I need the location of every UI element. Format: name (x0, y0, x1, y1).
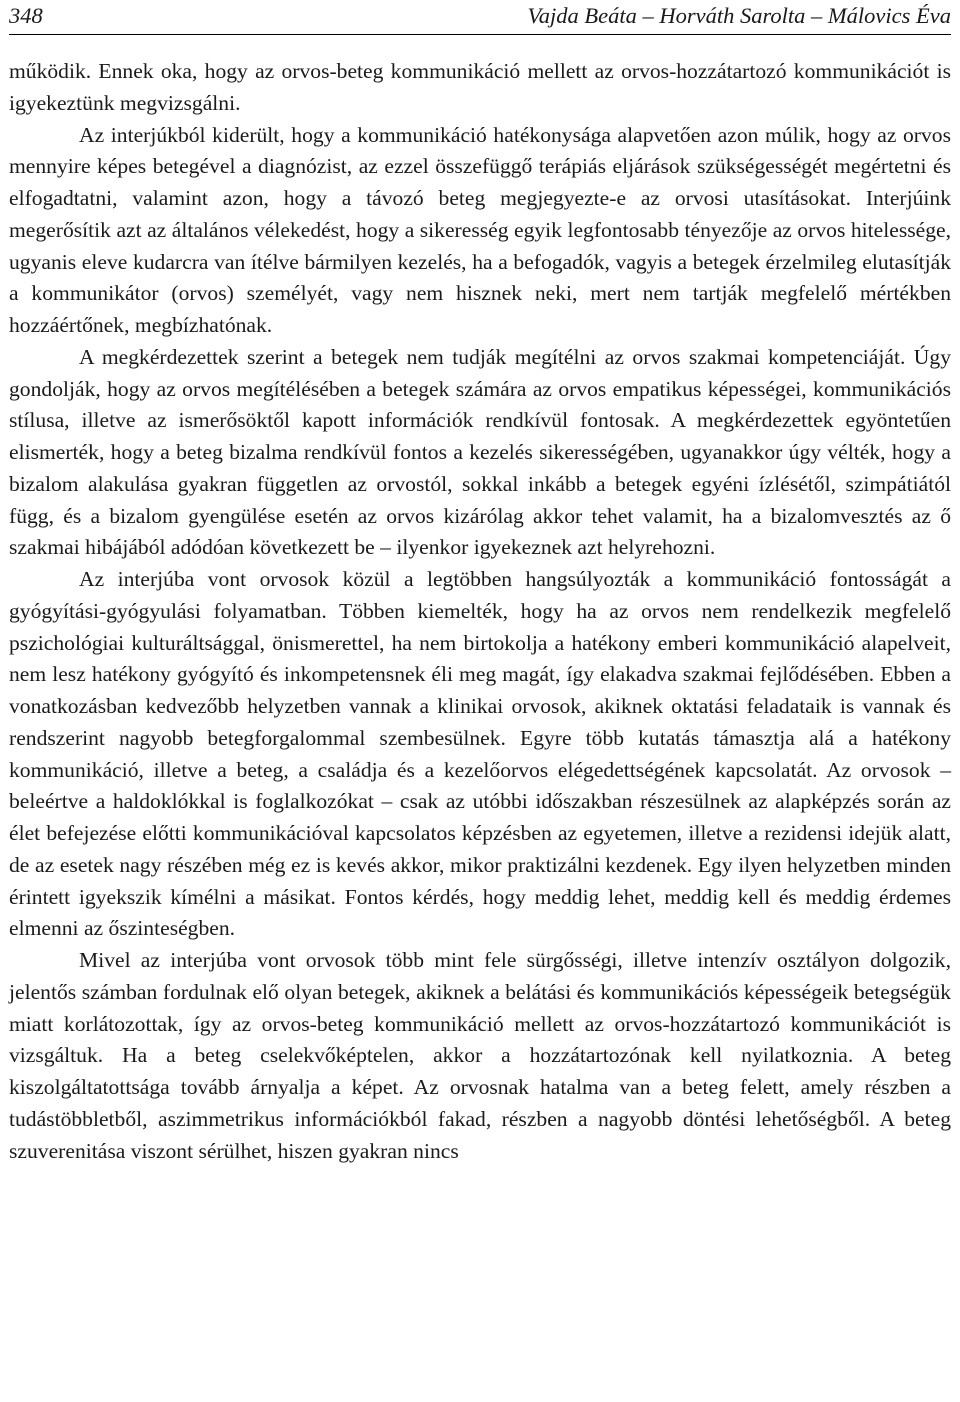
paragraph: Az interjúkból kiderült, hogy a kommunikáció hatékonysága alapvetően azon múlik, hogy az orvos mennyire képes betegével a diagnózist, az ezzel összefüggő terápiás eljárások szükségességét megértetni és elfogadtatni, valamint azon, hogy a távozó beteg megjegyezte-e az orvosi utasításokat. Interjúink megerősítik azt az általános vélekedést, hogy a sikeresség egyik legfontosabb tényezője az orvos hitelessége, ugyanis eleve kudarcra van ítélve bármilyen kezelés, ha a befogadók, vagyis a betegek érzelmileg elutasítják a kommunikátor (orvos) személyét, vagy nem hisznek neki, mert nem tartják megfelelő mértékben hozzáértőnek, megbízhatónak. (9, 122, 951, 337)
paragraph: Az interjúba vont orvosok közül a legtöbben hangsúlyozták a kommunikáció fontosságát a gyógyítási-gyógyulási folyamatban. Többen kiemelték, hogy ha az orvos nem rendelkezik megfelelő pszichológiai kulturáltsággal, önismerettel, ha nem birtokolja a hatékony emberi kommunikáció alapelveit, nem lesz hatékony gyógyító és inkompetensnek éli meg magát, így elakadva szakmai fejlődésében. Ebben a vonatkozásban kedvezőbb helyzetben vannak a klinikai orvosok, akiknek oktatási feladataik is vannak és rendszerint nagyobb betegforgalommal szembesülnek. Egyre több kutatás támasztja alá a hatékony kommunikáció, illetve a beteg, a családja és a kezelőorvos elégedettségének kapcsolatát. Az orvosok – beleértve a haldoklókkal is foglalkozókat – csak az utóbbi időszakban részesülnek az alapképzés során az élet befejezése előtti kommunikációval kapcsolatos képzésben az egyetemen, illetve a rezidensi idejük alatt, de az esetek nagy részében még ez is kevés akkor, mikor praktizálni kezdenek. Egy ilyen helyzetben minden érintett igyekszik kímélni a másikat. Fontos kérdés, hogy meddig lehet, meddig kell és meddig érdemes elmenni az őszinteségben. (9, 567, 951, 941)
running-header (9, 0, 951, 35)
paragraph: Mivel az interjúba vont orvosok több mint fele sürgősségi, illetve intenzív osztályon dolgozik, jelentős számban fordulnak elő olyan betegek, akiknek a belátási és kommunikációs képességeik betegségük miatt korlátozottak, így az orvos-beteg kommunikáció mellett az orvos-hozzátartozó kommunikációt is vizsgáltuk. Ha a beteg cselekvőképtelen, akkor a hozzátartozónak kell nyilatkoznia. A beteg kiszolgáltatottsága tovább árnyalja a képet. Az orvosnak hatalma van a beteg felett, amely részben a tudástöbbletből, aszimmetrikus információkból fakad, részben a nagyobb döntési lehetőségből. A beteg szuverenitása viszont sérülhet, hiszen gyakran nincs (9, 948, 951, 1163)
body-text (9, 56, 951, 1167)
paragraph: A megkérdezettek szerint a betegek nem tudják megítélni az orvos szakmai kompetenciáját. Úgy gondolják, hogy az orvos megítélésében a betegek számára az orvos empatikus képességei, kommunikációs stílusa, illetve az ismerősöktől kapott információk rendkívül fontosak. A megkérdezettek egyöntetűen elismerték, hogy a beteg bizalma rendkívül fontos a kezelés sikerességében, ugyanakkor úgy vélték, hogy a bizalom alakulása gyakran független az orvostól, sokkal inkább a betegek egyéni ízlésétől, szimpátiától függ, és a bizalom gyengülése esetén az orvos kizárólag akkor tehet valamit, ha a bizalomvesztés az ő szakmai hibájából adódóan következett be – ilyenkor igyekeznek azt helyrehozni. (9, 344, 951, 560)
paragraph-continued: működik. Ennek oka, hogy az orvos-beteg kommunikáció mellett az orvos-hozzátartozó kommunikációt is igyekeztünk megvizsgálni. (9, 59, 951, 115)
running-header-authors: Vajda Beáta – Horváth Sarolta – Málovics Éva (527, 3, 951, 28)
page-number: 348 (9, 3, 43, 28)
